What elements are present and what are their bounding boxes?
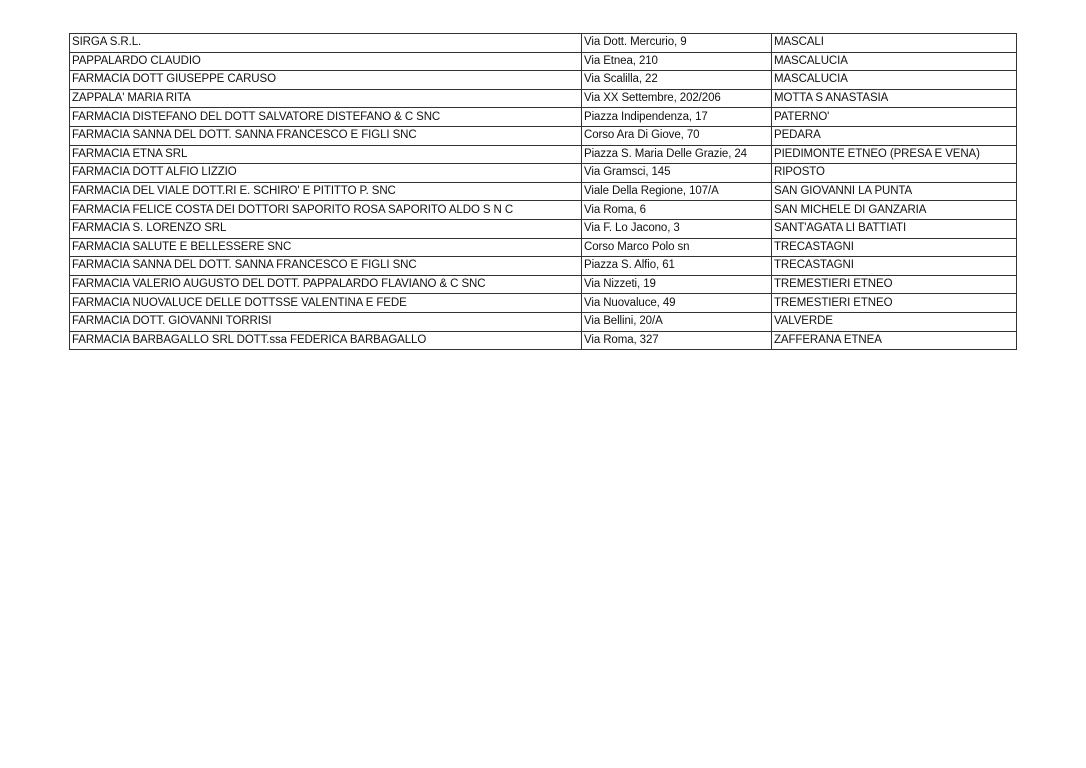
address-cell: Via F. Lo Jacono, 3	[582, 219, 772, 238]
city-cell: TRECASTAGNI	[772, 257, 1017, 276]
address-cell: Viale Della Regione, 107/A	[582, 182, 772, 201]
address-cell: Via Nuovaluce, 49	[582, 294, 772, 313]
table-body	[70, 34, 1017, 350]
table-row	[70, 238, 1017, 257]
table-row	[70, 201, 1017, 220]
city-cell: PEDARA	[772, 126, 1017, 145]
table-row	[70, 275, 1017, 294]
pharmacy-name-cell: FARMACIA SANNA DEL DOTT. SANNA FRANCESCO E FIGLI SNC	[70, 257, 582, 276]
address-cell: Via Roma, 327	[582, 331, 772, 350]
pharmacy-table	[69, 33, 1017, 350]
city-cell: TREMESTIERI ETNEO	[772, 275, 1017, 294]
city-cell: VALVERDE	[772, 312, 1017, 331]
address-cell: Piazza S. Maria Delle Grazie, 24	[582, 145, 772, 164]
address-cell: Corso Marco Polo sn	[582, 238, 772, 257]
document-page	[69, 33, 1016, 350]
pharmacy-name-cell: FARMACIA SANNA DEL DOTT. SANNA FRANCESCO E FIGLI SNC	[70, 126, 582, 145]
table-row	[70, 312, 1017, 331]
address-cell: Via XX Settembre, 202/206	[582, 89, 772, 108]
address-cell: Via Etnea, 210	[582, 52, 772, 71]
city-cell: TREMESTIERI ETNEO	[772, 294, 1017, 313]
city-cell: MASCALUCIA	[772, 52, 1017, 71]
table-row	[70, 108, 1017, 127]
table-row	[70, 71, 1017, 90]
pharmacy-name-cell: FARMACIA NUOVALUCE DELLE DOTTSSE VALENTINA E FEDE	[70, 294, 582, 313]
pharmacy-name-cell: FARMACIA VALERIO AUGUSTO DEL DOTT. PAPPALARDO FLAVIANO & C SNC	[70, 275, 582, 294]
city-cell: PIEDIMONTE ETNEO (PRESA E VENA)	[772, 145, 1017, 164]
address-cell: Via Nizzeti, 19	[582, 275, 772, 294]
table-row	[70, 126, 1017, 145]
address-cell: Via Bellini, 20/A	[582, 312, 772, 331]
city-cell: MASCALUCIA	[772, 71, 1017, 90]
table-row	[70, 331, 1017, 350]
table-row	[70, 89, 1017, 108]
address-cell: Corso Ara Di Giove, 70	[582, 126, 772, 145]
address-cell: Piazza Indipendenza, 17	[582, 108, 772, 127]
city-cell: TRECASTAGNI	[772, 238, 1017, 257]
address-cell: Via Roma, 6	[582, 201, 772, 220]
pharmacy-name-cell: FARMACIA DOTT GIUSEPPE CARUSO	[70, 71, 582, 90]
pharmacy-name-cell: FARMACIA SALUTE E BELLESSERE SNC	[70, 238, 582, 257]
table-row	[70, 182, 1017, 201]
city-cell: RIPOSTO	[772, 164, 1017, 183]
pharmacy-name-cell: FARMACIA DOTT ALFIO LIZZIO	[70, 164, 582, 183]
table-row	[70, 219, 1017, 238]
pharmacy-name-cell: SIRGA S.R.L.	[70, 34, 582, 53]
city-cell: SAN GIOVANNI LA PUNTA	[772, 182, 1017, 201]
city-cell: MOTTA S ANASTASIA	[772, 89, 1017, 108]
pharmacy-name-cell: FARMACIA ETNA SRL	[70, 145, 582, 164]
pharmacy-name-cell: FARMACIA S. LORENZO SRL	[70, 219, 582, 238]
pharmacy-name-cell: FARMACIA DEL VIALE DOTT.RI E. SCHIRO' E PITITTO P. SNC	[70, 182, 582, 201]
city-cell: ZAFFERANA ETNEA	[772, 331, 1017, 350]
city-cell: SAN MICHELE DI GANZARIA	[772, 201, 1017, 220]
table-row	[70, 34, 1017, 53]
address-cell: Via Dott. Mercurio, 9	[582, 34, 772, 53]
address-cell: Via Gramsci, 145	[582, 164, 772, 183]
address-cell: Via Scalilla, 22	[582, 71, 772, 90]
address-cell: Piazza S. Alfio, 61	[582, 257, 772, 276]
table-row	[70, 294, 1017, 313]
table-row	[70, 257, 1017, 276]
pharmacy-name-cell: ZAPPALA' MARIA RITA	[70, 89, 582, 108]
pharmacy-name-cell: FARMACIA DOTT. GIOVANNI TORRISI	[70, 312, 582, 331]
table-row	[70, 52, 1017, 71]
city-cell: MASCALI	[772, 34, 1017, 53]
table-row	[70, 164, 1017, 183]
city-cell: SANT'AGATA LI BATTIATI	[772, 219, 1017, 238]
city-cell: PATERNO'	[772, 108, 1017, 127]
pharmacy-name-cell: FARMACIA DISTEFANO DEL DOTT SALVATORE DISTEFANO & C SNC	[70, 108, 582, 127]
pharmacy-name-cell: PAPPALARDO CLAUDIO	[70, 52, 582, 71]
pharmacy-name-cell: FARMACIA FELICE COSTA DEI DOTTORI SAPORITO ROSA SAPORITO ALDO S N C	[70, 201, 582, 220]
pharmacy-name-cell: FARMACIA BARBAGALLO SRL DOTT.ssa FEDERICA BARBAGALLO	[70, 331, 582, 350]
table-row	[70, 145, 1017, 164]
